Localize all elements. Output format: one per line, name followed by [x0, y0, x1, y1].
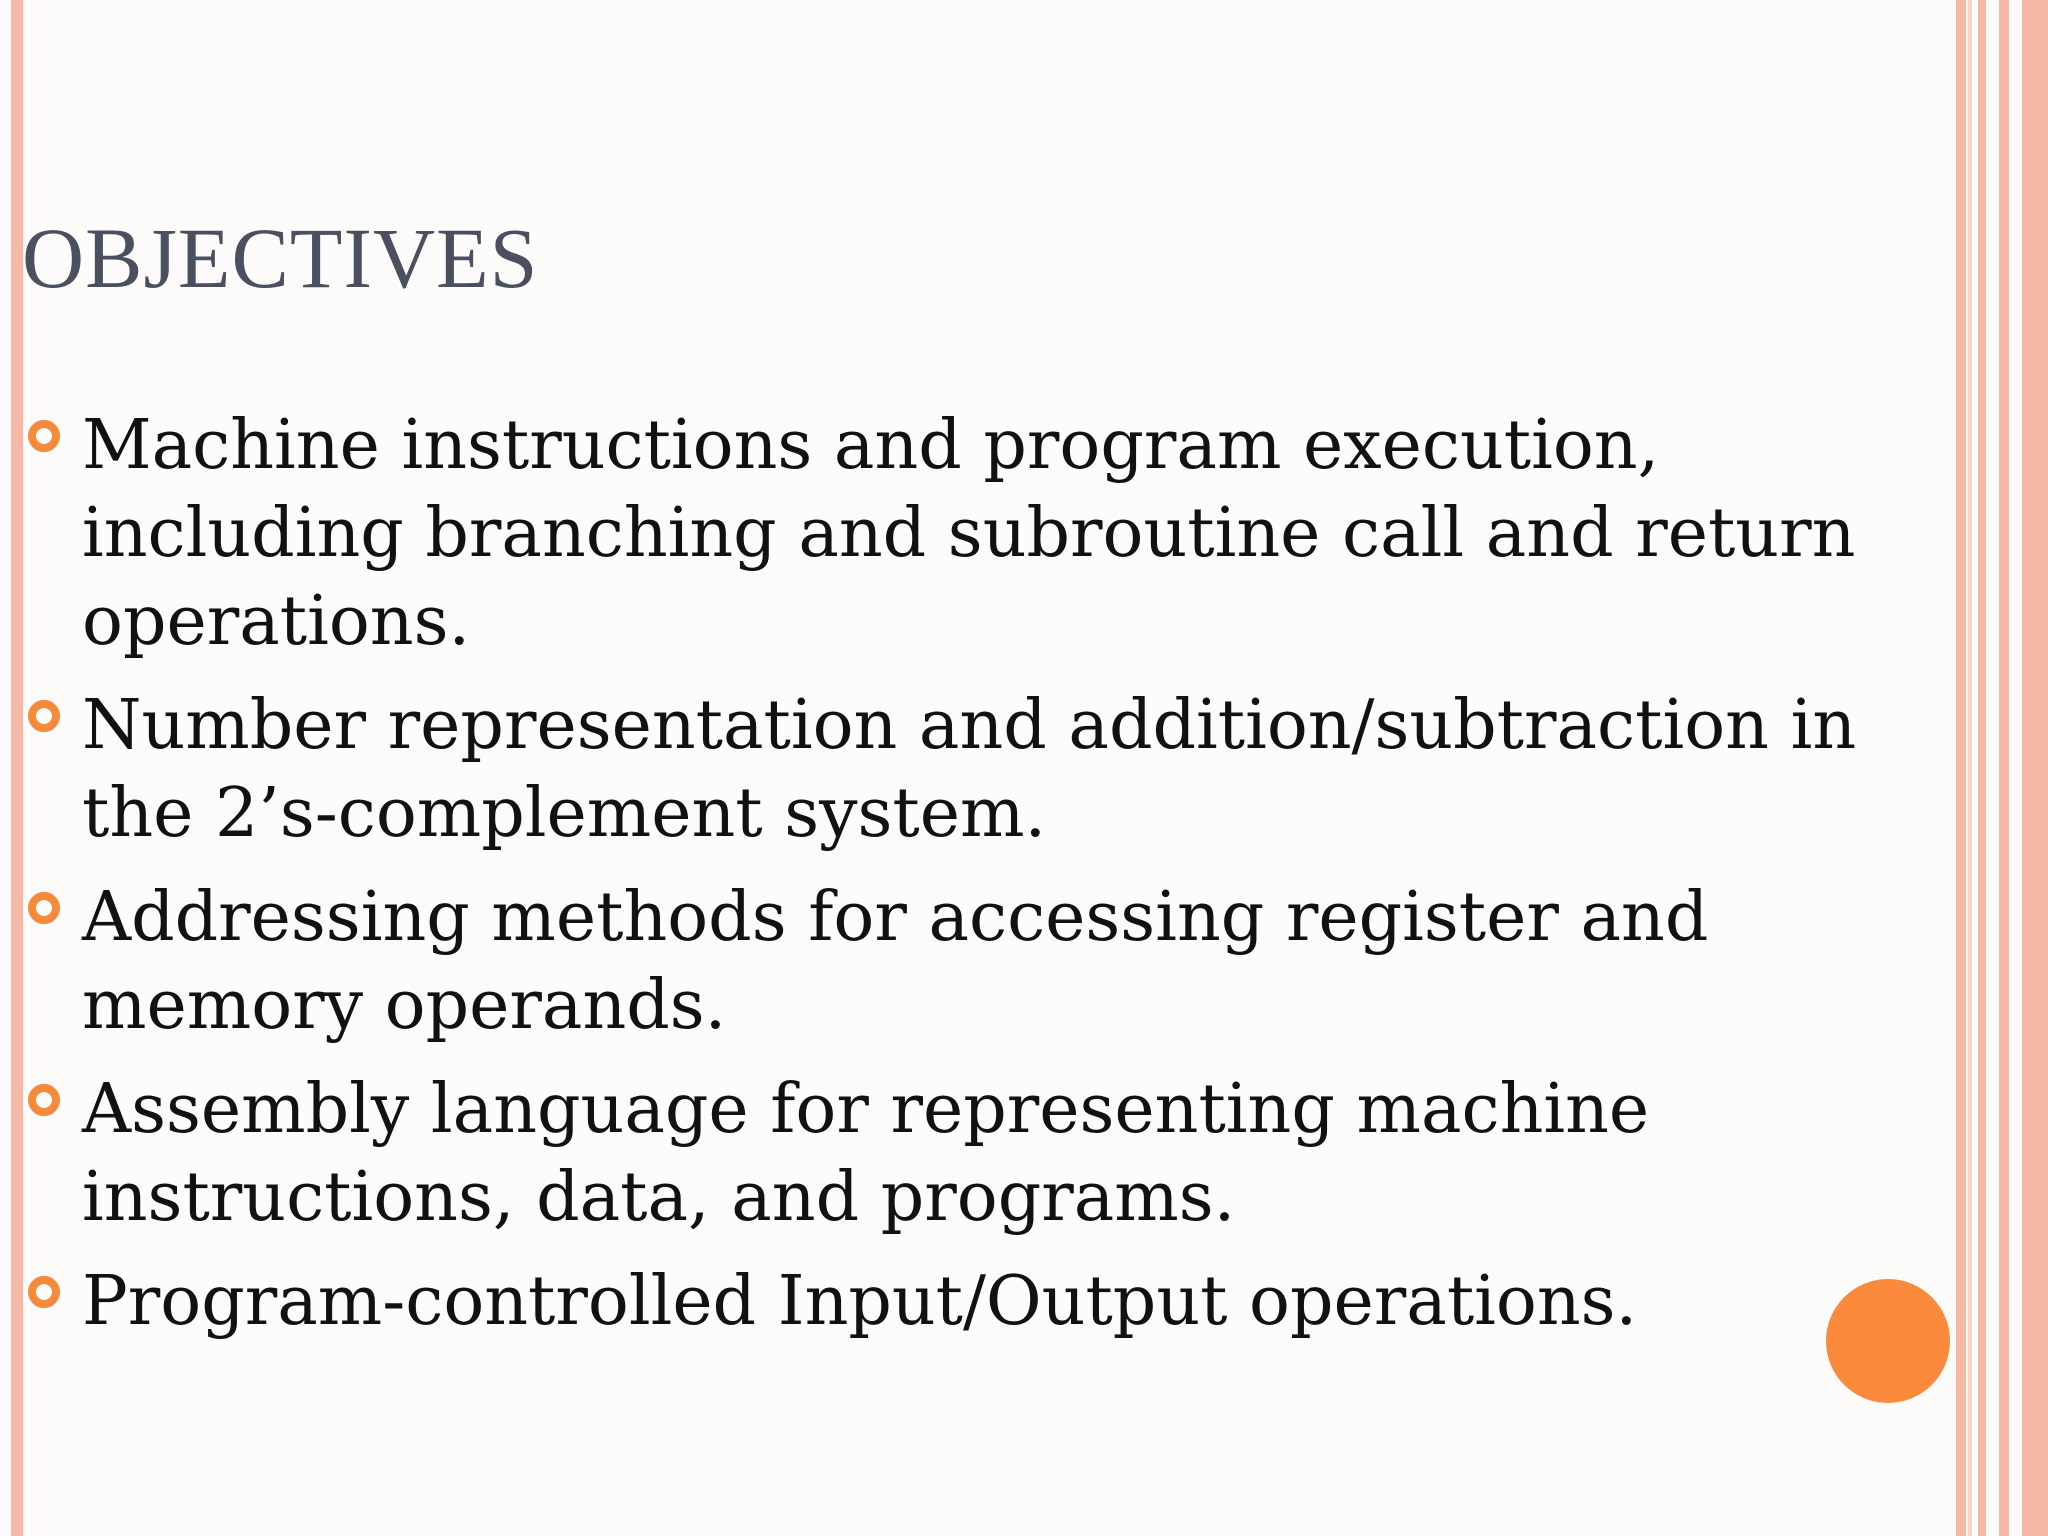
right-border-bar [1978, 0, 1986, 1536]
ring-bullet-icon [28, 892, 60, 924]
bullet-text: Number representation and addition/subtraction in the 2’s-complement system. [82, 686, 1857, 853]
bullet-text: Machine instructions and program execution, including branching and subroutine call and return operations. [82, 406, 1856, 661]
right-border-bar [1968, 0, 1972, 1536]
decorative-circle [1826, 1279, 1950, 1403]
bullet-item [0, 1066, 1860, 1242]
ring-bullet-icon [28, 420, 60, 452]
ring-bullet-icon [28, 700, 60, 732]
ring-bullet-icon [28, 1084, 60, 1116]
bullet-item [0, 874, 1860, 1050]
slide-title: OBJECTIVES [22, 210, 539, 306]
ring-bullet-icon [28, 1276, 60, 1308]
right-border-bar [1999, 0, 2009, 1536]
bullet-item [0, 682, 1860, 858]
bullet-list [0, 402, 1860, 1362]
bullet-item [0, 1258, 1860, 1346]
bullet-text: Program-controlled Input/Output operations. [82, 1262, 1638, 1341]
bullet-text: Assembly language for representing machine instructions, data, and programs. [82, 1070, 1650, 1237]
right-border-bar [1956, 0, 1966, 1536]
right-border-bar [2022, 0, 2048, 1536]
bullet-text: Addressing methods for accessing register and memory operands. [82, 878, 1709, 1045]
bullet-item [0, 402, 1860, 666]
